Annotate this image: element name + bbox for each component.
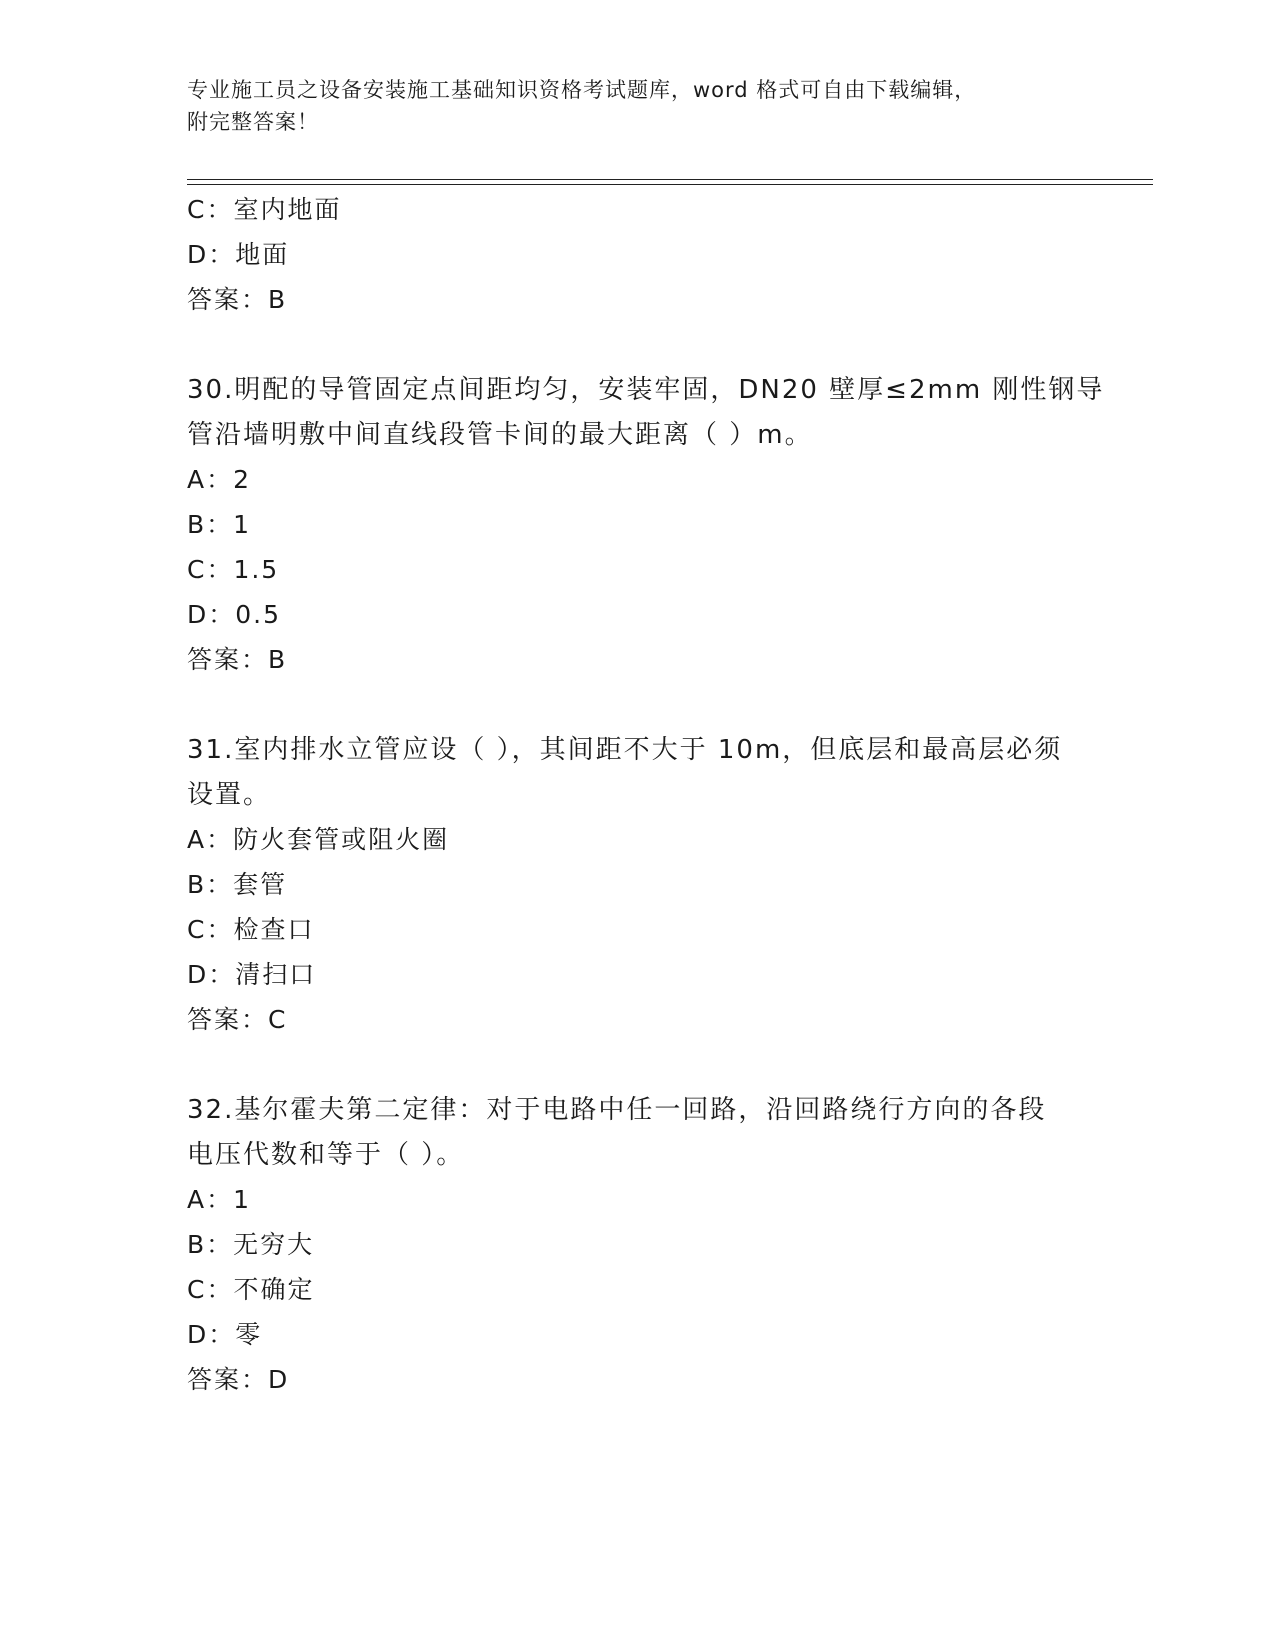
- question-30-answer: 答案：B: [187, 645, 288, 674]
- question-30-option-b: B：1: [187, 510, 252, 539]
- question-32-option-d: D：零: [187, 1320, 263, 1349]
- question-32-option-b: B：无穷大: [187, 1230, 315, 1259]
- question-32-option-a: A：1: [187, 1185, 252, 1214]
- question-32-option-c: C：不确定: [187, 1275, 315, 1304]
- question-30-text-line-2: 管沿墙明敷中间直线段管卡间的最大距离（ ）m。: [187, 420, 813, 450]
- question-30-text-line-1: 30.明配的导管固定点间距均匀，安装牢固，DN20 壁厚≤2mm 刚性钢导: [187, 375, 1105, 405]
- answer: 答案：B: [187, 285, 288, 314]
- header-line-1: 专业施工员之设备安装施工基础知识资格考试题库，word 格式可自由下载编辑，: [187, 78, 977, 102]
- question-32-answer: 答案：D: [187, 1365, 290, 1394]
- header-line-2: 附完整答案！: [187, 110, 319, 134]
- question-31-text-line-1: 31.室内排水立管应设（ ），其间距不大于 10m，但底层和最高层必须: [187, 735, 1063, 765]
- question-30-option-a: A：2: [187, 465, 252, 494]
- header-divider-top: [187, 179, 1153, 180]
- option-c: C：室内地面: [187, 195, 342, 224]
- question-31-option-c: C：检查口: [187, 915, 315, 944]
- question-31-option-a: A：防火套管或阻火圈: [187, 825, 450, 854]
- question-31-answer: 答案：C: [187, 1005, 288, 1034]
- question-32-text-line-2: 电压代数和等于（ ）。: [187, 1140, 465, 1170]
- question-31-text-line-2: 设置。: [187, 780, 272, 810]
- question-32-text-line-1: 32.基尔霍夫第二定律：对于电路中任一回路，沿回路绕行方向的各段: [187, 1095, 1047, 1125]
- option-d: D：地面: [187, 240, 290, 269]
- header-divider-bottom: [187, 184, 1153, 185]
- question-31-option-d: D：清扫口: [187, 960, 317, 989]
- question-30-option-d: D：0.5: [187, 600, 282, 629]
- question-30-option-c: C：1.5: [187, 555, 280, 584]
- question-31-option-b: B：套管: [187, 870, 288, 899]
- document-header: [187, 74, 1087, 138]
